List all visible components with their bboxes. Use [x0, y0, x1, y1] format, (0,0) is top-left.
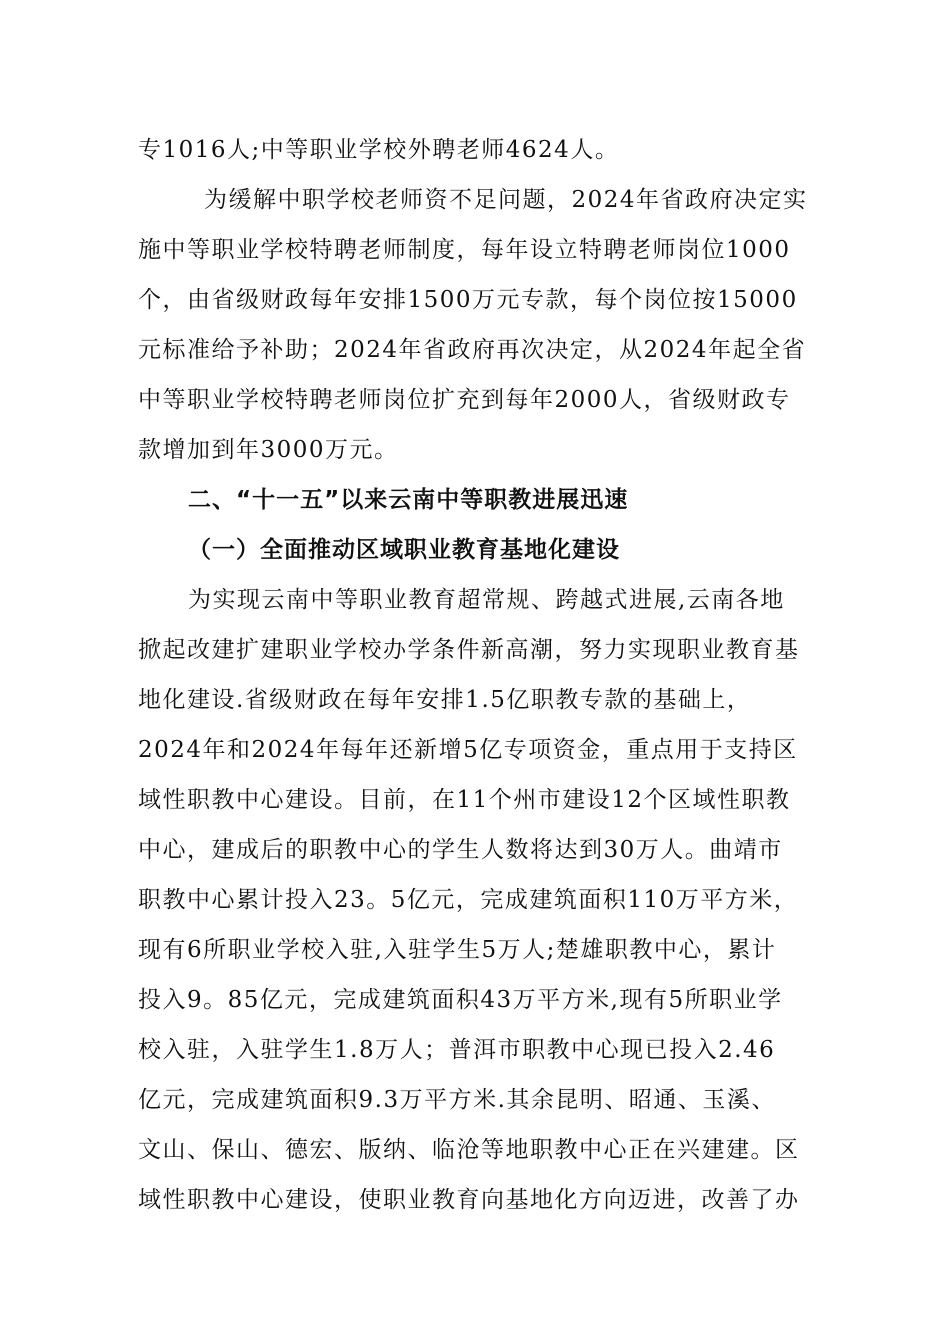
text-line-4: 个，由省级财政每年安排1500万元专款，每个岗位按15000: [138, 287, 798, 313]
text-line-12: 地化建设.省级财政在每年安排1.5亿职教专款的基础上，: [138, 687, 752, 713]
text-line-2: 为缓解中职学校老师资不足问题，2024年省政府决定实: [204, 187, 808, 213]
text-line-7: 款增加到年3000万元。: [138, 437, 399, 463]
subsection-heading: （一）全面推动区域职业教育基地化建设: [188, 537, 620, 563]
text-line-10: 为实现云南中等职业教育超常规、跨越式进展,云南各地: [188, 587, 785, 613]
text-line-5: 元标准给予补助；2024年省政府再次决定，从2024年起全省: [138, 337, 807, 363]
text-line-22: 域性职教中心建设，使职业教育向基地化方向迈进，改善了办: [138, 1187, 800, 1213]
text-line-13: 2024年和2024年每年还新增5亿专项资金，重点用于支持区: [138, 737, 798, 763]
text-line-19: 校入驻，入驻学生1.8万人；普洱市职教中心现已投入2.46: [138, 1037, 776, 1063]
text-line-11: 掀起改建扩建职业学校办学条件新高潮，努力实现职业教育基: [138, 637, 800, 663]
text-line-20: 亿元，完成建筑面积9.3万平方米.其余昆明、昭通、玉溪、: [138, 1087, 776, 1113]
text-line-6: 中等职业学校特聘老师岗位扩充到每年2000人，省级财政专: [138, 387, 791, 413]
section-heading: 二、“十一五”以来云南中等职教进展迅速: [188, 487, 629, 513]
text-line-15: 中心，建成后的职教中心的学生人数将达到30万人。曲靖市: [138, 837, 783, 863]
text-line-18: 投入9。85亿元，完成建筑面积43万平方米,现有5所职业学: [138, 987, 783, 1013]
text-line-21: 文山、保山、德宏、版纳、临沧等地职教中心正在兴建建。区: [138, 1137, 800, 1163]
text-line-16: 职教中心累计投入23。5亿元，完成建筑面积110万平方米，: [138, 887, 799, 913]
text-line-17: 现有6所职业学校入驻,入驻学生5万人;楚雄职教中心，累计: [138, 937, 777, 963]
text-line-14: 域性职教中心建设。目前，在11个州市建设12个区域性职教: [138, 787, 791, 813]
text-line-1: 专1016人;中等职业学校外聘老师4624人。: [138, 137, 620, 163]
text-line-3: 施中等职业学校特聘老师制度，每年设立特聘老师岗位1000: [138, 237, 791, 263]
